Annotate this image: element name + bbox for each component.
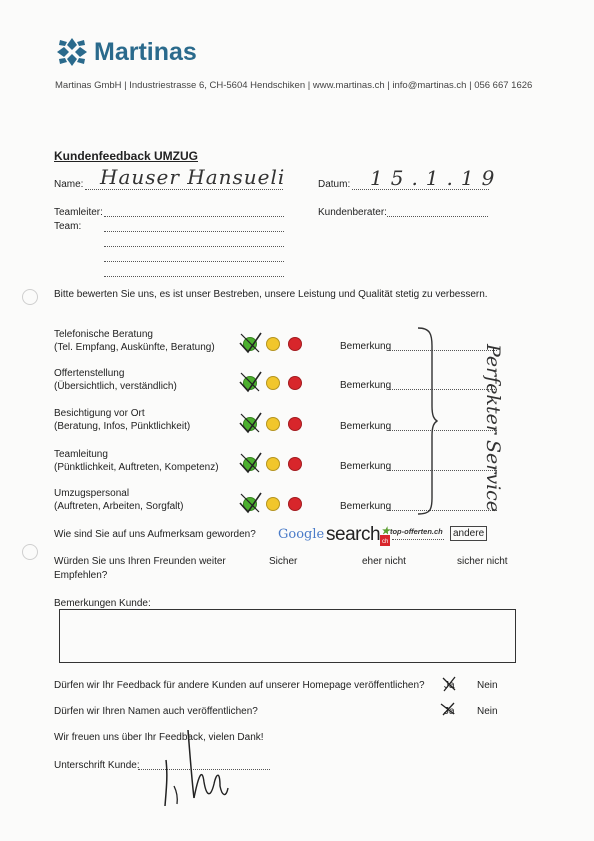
rating-title: Offertenstellung <box>54 368 125 379</box>
checkmark-icon <box>237 369 263 395</box>
rating-subtitle: (Pünktlichkeit, Auftreten, Kompetenz) <box>54 462 219 473</box>
smiley-bad-icon[interactable] <box>288 337 302 351</box>
handwritten-remark: Perfekter Service <box>482 343 504 513</box>
rating-subtitle: (Übersichtlich, verständlich) <box>54 381 177 392</box>
teamleiter-label: Teamleiter: <box>54 207 103 218</box>
bemerkung-line <box>389 470 497 471</box>
datum-value: 15.1.19 <box>370 166 503 190</box>
teamleiter-line <box>104 216 284 217</box>
bemerkung-label: Bemerkung <box>340 501 392 512</box>
punch-hole-bottom <box>22 544 38 560</box>
bemerkung-line <box>389 510 497 511</box>
name-label: Name: <box>54 179 84 190</box>
rating-intro-text: Bitte bewerten Sie uns, es ist unser Bestreben, unsere Leistung und Qualität stetig zu verbessern. <box>54 289 488 300</box>
recommend-option-eher-nicht[interactable]: eher nicht <box>362 556 406 567</box>
search-wordmark: search <box>326 524 381 545</box>
smiley-bad-icon[interactable] <box>288 417 302 431</box>
smiley-neutral-icon[interactable] <box>266 457 280 471</box>
checkmark-icon <box>237 490 263 516</box>
andere-label: andere <box>453 528 485 539</box>
rating-title: Telefonische Beratung <box>54 329 153 340</box>
bemerkung-label: Bemerkung <box>340 341 392 352</box>
name-line <box>85 189 283 190</box>
google-wordmark: Google <box>278 527 325 542</box>
smiley-bad-icon[interactable] <box>288 457 302 471</box>
rating-title: Besichtigung vor Ort <box>54 408 145 419</box>
smiley-bad-icon[interactable] <box>288 497 302 511</box>
smiley-neutral-icon[interactable] <box>266 417 280 431</box>
recommend-option-sicher[interactable]: Sicher <box>269 556 298 567</box>
company-contact-line: Martinas GmbH | Industriestrasse 6, CH-5604 Hendschiken | www.martinas.ch | info@martinas.ch | 056 667 1626 <box>55 80 533 91</box>
checkmark-icon <box>237 450 263 476</box>
publish-feedback-ja[interactable]: Ja <box>444 680 455 691</box>
rating-title: Umzugspersonal <box>54 488 130 499</box>
team-line-1 <box>104 231 284 232</box>
bemerkung-label: Bemerkung <box>340 380 392 391</box>
brand-name: Martinas <box>94 38 197 66</box>
source-question: Wie sind Sie auf uns Aufmerksam geworden? <box>54 529 256 540</box>
team-label: Team: <box>54 221 82 232</box>
team-line-2 <box>104 246 284 247</box>
smiley-neutral-icon[interactable] <box>266 497 280 511</box>
source-option-google[interactable] <box>278 527 324 542</box>
team-line-4 <box>104 276 284 277</box>
martinas-logo-icon <box>55 37 89 67</box>
checkmark-icon <box>237 410 263 436</box>
topofferten-wordmark: top-offerten.ch <box>389 527 443 536</box>
smiley-neutral-icon[interactable] <box>266 376 280 390</box>
form-title: Kundenfeedback UMZUG <box>54 149 199 163</box>
signature-label: Unterschrift Kunde: <box>54 760 140 771</box>
source-option-andere[interactable] <box>450 526 487 541</box>
publish-name-question: Dürfen wir Ihren Namen auch veröffentlichen? <box>54 706 258 717</box>
checkmark-icon <box>237 330 263 356</box>
topofferten-underline <box>392 539 444 540</box>
rating-title: Teamleitung <box>54 449 108 460</box>
name-value: Hauser Hansueli <box>100 165 286 189</box>
recommend-question-line2: Empfehlen? <box>54 570 108 581</box>
comments-box[interactable] <box>59 609 516 663</box>
star-icon: ★ <box>381 526 390 537</box>
bemerkung-label: Bemerkung <box>340 421 392 432</box>
publish-feedback-nein[interactable]: Nein <box>477 680 498 691</box>
source-option-topofferten[interactable] <box>381 526 443 537</box>
comments-label: Bemerkungen Kunde: <box>54 598 151 609</box>
publish-feedback-question: Dürfen wir Ihr Feedback für andere Kunden auf unserer Homepage veröffentlichen? <box>54 680 425 691</box>
cross-mark-icon <box>440 675 458 693</box>
team-line-3 <box>104 261 284 262</box>
kundenberater-line <box>387 216 488 217</box>
smiley-bad-icon[interactable] <box>288 376 302 390</box>
rating-subtitle: (Tel. Empfang, Auskünfte, Beratung) <box>54 342 215 353</box>
cross-mark-icon <box>438 700 458 718</box>
recommend-option-sicher-nicht[interactable]: sicher nicht <box>457 556 508 567</box>
kundenberater-label: Kundenberater: <box>318 207 387 218</box>
smiley-neutral-icon[interactable] <box>266 337 280 351</box>
bemerkung-label: Bemerkung <box>340 461 392 472</box>
rating-subtitle: (Beratung, Infos, Pünktlichkeit) <box>54 421 191 432</box>
thanks-text: Wir freuen uns über Ihr Feedback, vielen Dank! <box>54 732 264 743</box>
publish-name-ja[interactable]: Ja <box>444 706 455 717</box>
bemerkung-line <box>389 350 497 351</box>
bemerkung-line <box>389 389 497 390</box>
punch-hole-top <box>22 289 38 305</box>
rating-subtitle: (Auftreten, Arbeiten, Sorgfalt) <box>54 501 184 512</box>
handwritten-signature <box>160 726 250 810</box>
datum-label: Datum: <box>318 179 351 190</box>
recommend-question-line1: Würden Sie uns Ihren Freunden weiter <box>54 556 226 567</box>
search-ch-badge: ch <box>380 535 390 546</box>
publish-name-nein[interactable]: Nein <box>477 706 498 717</box>
handwritten-brace-icon <box>412 326 438 516</box>
bemerkung-line <box>389 430 497 431</box>
